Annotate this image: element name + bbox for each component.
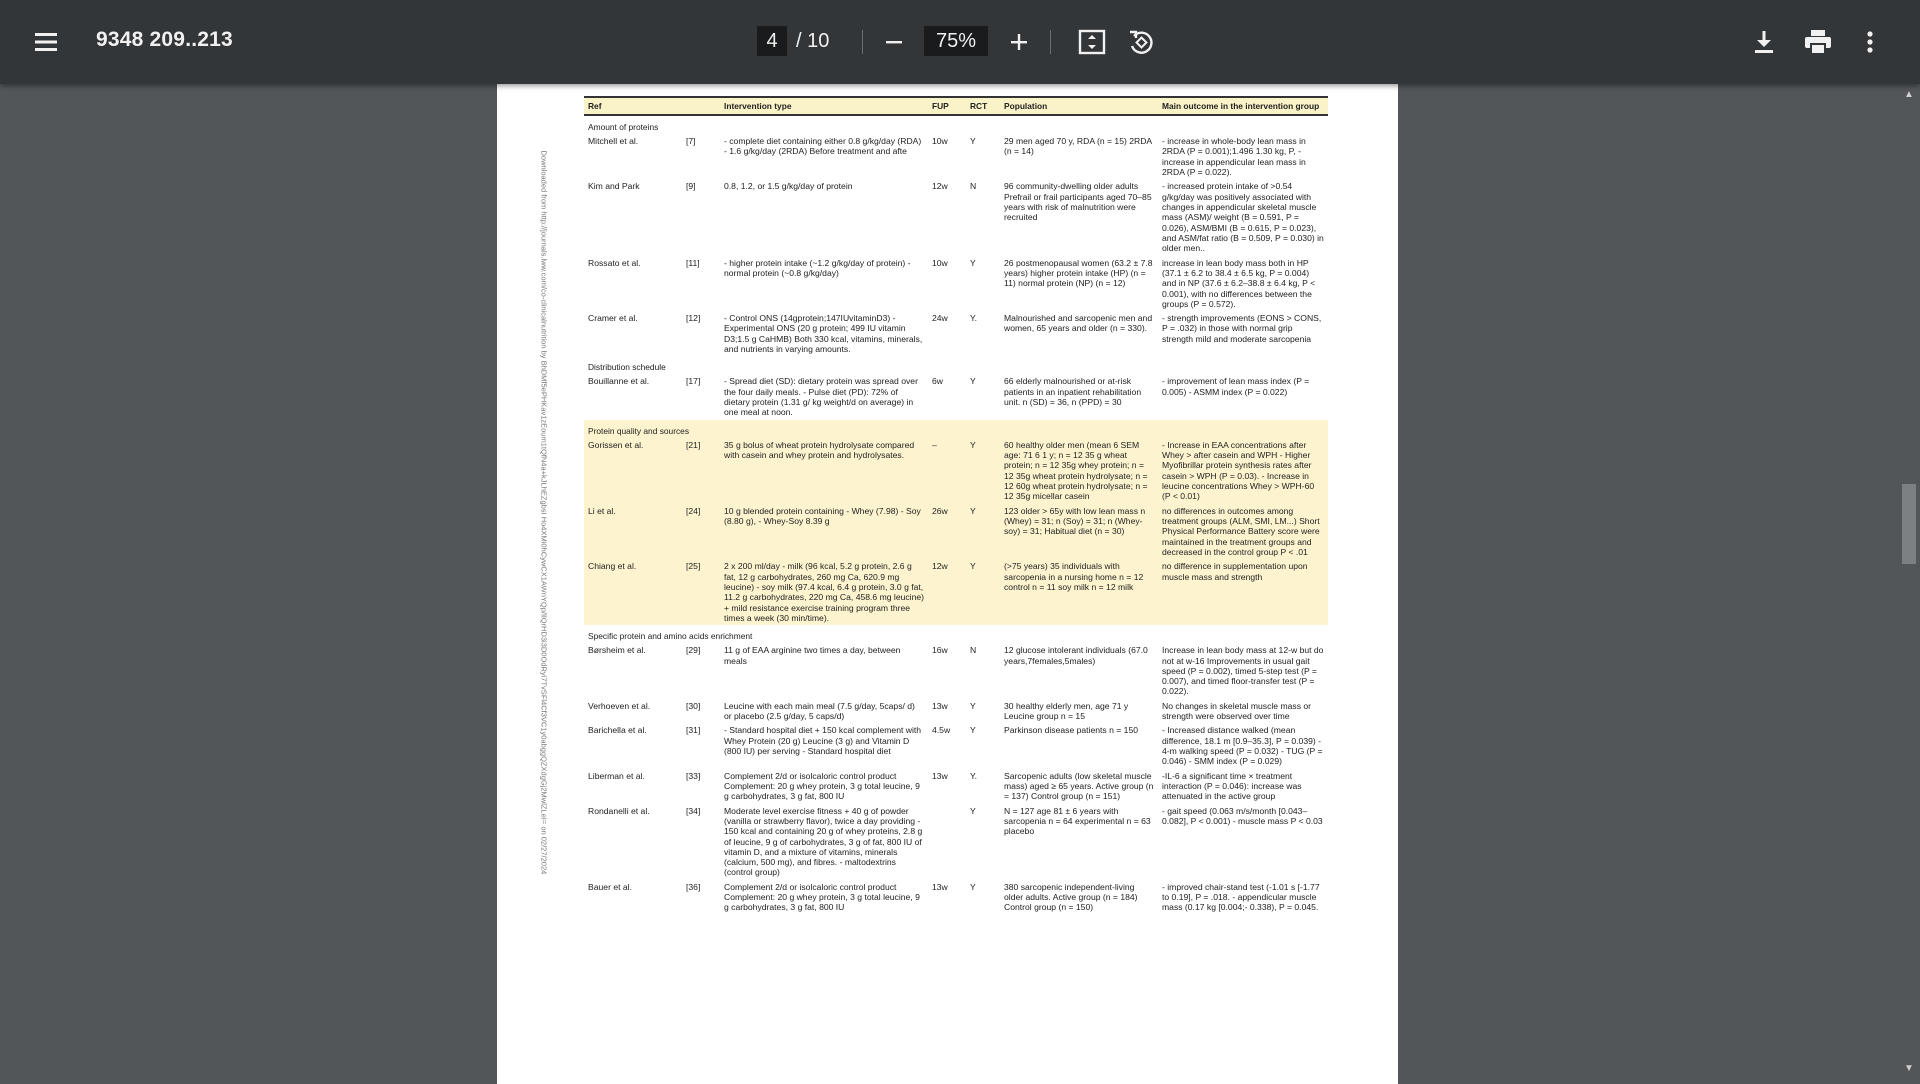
cell-ref: Bouillanne et al. xyxy=(588,376,650,387)
cell-pop: 123 older > 65y with low lean mass n (Whey) = 31; n (Soy) = 31; n (Whey-soy) = 31; Habitual diet (n = 30) xyxy=(1000,504,1158,560)
cell-num: [12] xyxy=(686,313,701,324)
zoom-in-icon[interactable] xyxy=(1005,28,1033,56)
cell-out: No changes in skeletal muscle mass or strength were observed over time xyxy=(1162,700,1312,722)
cell-num: [30] xyxy=(686,700,701,711)
cell-pop: 380 sarcopenic independent-living older adults. Active group (n = 184) Control group (n = 150) xyxy=(1004,881,1138,913)
cell-out: Increase in lean body mass at 12-w but do not at w-16 Improvements in usual gait speed (P = 0.002), timed 5-step test (P = 0.007), and timed floor-transfer test (P = 0.022). xyxy=(1162,645,1324,697)
table-row xyxy=(584,769,1328,804)
cell-int: - higher protein intake (~1.2 g/kg/day of protein) - normal protein (~0.8 g/kg/day) xyxy=(724,257,911,278)
cell-int: - Control ONS (14gprotein;147IUvitaminD3) - Experimental ONS (20 g protein; 499 IU vitamin D3;1.5 g CaHMB) Both 330 kcal, vitamins, minerals, and nutrients in varying amounts. xyxy=(724,313,923,355)
cell-rct: N xyxy=(970,645,977,656)
cell-pop: 96 community-dwelling older adults Prefrail or frail participants aged 70–85 years with risk of malnutrition were recruited xyxy=(1004,181,1152,223)
zoom-out-icon[interactable] xyxy=(880,28,908,56)
cell-rct: Y xyxy=(970,725,976,736)
cell-int: 11 g of EAA arginine two times a day, between meals xyxy=(724,645,901,666)
table-section-row xyxy=(584,625,1328,643)
cell-int: 35 g bolus of wheat protein hydrolysate compared with casein and whey protein and hydrolysates. xyxy=(720,438,928,504)
cell-rct: Y xyxy=(970,136,976,147)
fit-page-icon[interactable] xyxy=(1076,26,1108,58)
cell-fup: 13w xyxy=(932,881,948,892)
cell-out: increase in lean body mass both in HP (37.1 ± 6.2 to 38.4 ± 6.5 kg, P = 0.004) and in NP (37.6 ± 6.2–38.8 ± 6.4 kg, P < 0.001), with no differences between the groups (P = 0.572). xyxy=(1162,257,1316,309)
table-row xyxy=(584,438,1328,504)
cell-ref: Chiang et al. xyxy=(584,559,682,625)
cell-fup: 13w xyxy=(932,700,948,711)
cell-pop: Malnourished and sarcopenic men and women, 65 years and older (n = 330). xyxy=(1004,313,1153,334)
cell-out: -IL-6 a significant time × treatment interaction (P = 0.046): increase was attenuated in the active group xyxy=(1162,770,1302,802)
cell-rct: Y xyxy=(970,805,976,816)
cell-ref: Gorissen et al. xyxy=(584,438,682,504)
header-ref: Ref xyxy=(584,97,682,115)
cell-ref: Verhoeven et al. xyxy=(588,700,651,711)
document-viewer[interactable] xyxy=(0,84,1920,1080)
cell-pop: 66 elderly malnourished or at-risk patients in an inpatient rehabilitation unit. n (SD) = 36, n (PPD) = 30 xyxy=(1004,376,1142,408)
cell-ref: Barichella et al. xyxy=(588,725,647,736)
cell-fup: 24w xyxy=(932,313,948,324)
header-num xyxy=(682,97,720,115)
cell-rct: Y. xyxy=(970,313,978,324)
cell-int: 10 g blended protein containing - Whey (7.98) - Soy (8.80 g), - Whey-Soy 8.39 g xyxy=(720,504,928,560)
cell-num: [7] xyxy=(686,136,696,147)
scroll-down-icon[interactable]: ▼ xyxy=(1904,1063,1914,1074)
section-title: Specific protein and amino acids enrichment xyxy=(588,631,753,642)
table-row xyxy=(584,256,1328,312)
cell-ref: Børsheim et al. xyxy=(588,645,646,656)
download-notice: Downloaded from http://journals.lww.com/co-clinicalnutrition by BhDMf5ePHKav1zEoum1tQfN4a+kJLhEZgbsI Ho4XMi0hCywCX1AWnYQp/IlQrHD3i3D0OdRyi7TvSFl4Cf3VC1y0abggQZXdgGj2MwlZLeI= on 02/27/2024 xyxy=(539,150,549,875)
cell-out: - strength improvements (EONS > CONS, P = .032) in those with normal grip strength mild and moderate sarcopenia xyxy=(1162,313,1322,344)
cell-fup: 4.5w xyxy=(932,725,951,736)
cell-int: 2 x 200 ml/day - milk (96 kcal, 5.2 g protein, 2.6 g fat, 12 g carbohydrates, 260 mg Ca, 620.9 mg leucine) - soy milk (97.4 kcal, 6.4 g protein, 3.0 g fat, 11.2 g carbohydrates, 220 mg Ca, 458.6 mg leucine) + mild resistance exercise training program three times a week (30 min/time). xyxy=(720,559,928,625)
page-total: / 10 xyxy=(796,30,830,52)
cell-ref: Kim and Park xyxy=(588,181,640,192)
cell-fup: – xyxy=(928,438,966,504)
table-row xyxy=(584,311,1328,356)
cell-pop: (>75 years) 35 individuals with sarcopenia in a nursing home n = 12 control n = 11 soy milk n = 12 milk xyxy=(1000,559,1158,625)
cell-num: [9] xyxy=(686,181,696,192)
cell-rct: Y xyxy=(966,504,1000,560)
cell-pop: Sarcopenic adults (low skeletal muscle mass) aged ≥ 65 years. Active group (n = 137) Control group (n = 151) xyxy=(1004,770,1154,802)
section-title: Protein quality and sources xyxy=(584,420,1328,438)
table-body xyxy=(584,115,1328,915)
menu-icon[interactable] xyxy=(30,26,62,58)
cell-rct: Y xyxy=(970,376,976,387)
cell-fup xyxy=(928,804,966,880)
cell-rct: Y xyxy=(966,559,1000,625)
table-row xyxy=(584,134,1328,179)
cell-fup: 10w xyxy=(932,136,948,147)
cell-pop: 29 men aged 70 y, RDA (n = 15) 2RDA (n = 14) xyxy=(1004,136,1152,157)
data-table xyxy=(584,96,1328,915)
cell-num: [25] xyxy=(682,559,720,625)
cell-fup: 10w xyxy=(932,257,948,268)
cell-num: [34] xyxy=(686,805,701,816)
cell-pop: 60 healthy older men (mean 6 SEM age: 71 6 1 y; n = 12 35 g wheat protein; n = 12 35g whey protein; n = 12 35g wheat protein hydrolysate; n = 12 60g wheat protein hydrolysate; n = 12 35g micellar casein xyxy=(1000,438,1158,504)
header-outcome: Main outcome in the intervention group xyxy=(1158,97,1328,115)
cell-fup: 16w xyxy=(932,645,948,656)
table-row xyxy=(584,559,1328,625)
header-intervention: Intervention type xyxy=(720,97,928,115)
cell-num: [17] xyxy=(686,376,701,387)
header-fup: FUP xyxy=(928,97,966,115)
cell-ref: Li et al. xyxy=(584,504,682,560)
cell-num: [24] xyxy=(682,504,720,560)
download-icon[interactable] xyxy=(1748,26,1780,58)
zoom-input[interactable]: 75% xyxy=(924,26,988,56)
table-row xyxy=(584,699,1328,724)
cell-ref: Liberman et al. xyxy=(588,770,645,781)
print-icon[interactable] xyxy=(1801,26,1835,58)
table-row xyxy=(584,504,1328,560)
scrollbar[interactable] xyxy=(1896,84,1920,1080)
cell-pop: 30 healthy elderly men, age 71 y Leucine group n = 15 xyxy=(1004,700,1129,722)
cell-rct: Y xyxy=(970,881,976,892)
cell-ref: Cramer et al. xyxy=(588,313,638,324)
cell-ref: Mitchell et al. xyxy=(588,136,639,147)
cell-fup: 12w xyxy=(928,559,966,625)
cell-out: - increased protein intake of >0.54 g/kg/day was positively associated with changes in appendicular skeletal muscle mass (ASM)/ weight (B = 0.591, P = 0.026), ASM/BMI (B = 0.615, P = 0.023), and ASM/fat ratio (B = 0.509, P = 0.030) in older men.. xyxy=(1162,181,1324,254)
cell-pop: Parkinson disease patients n = 150 xyxy=(1004,725,1139,736)
document-title: 9348 209..213 xyxy=(96,28,233,51)
section-title: Distribution schedule xyxy=(588,362,666,373)
divider xyxy=(862,30,863,54)
cell-num: [11] xyxy=(686,257,700,268)
table-section-row xyxy=(584,356,1328,374)
cell-out: no differences in outcomes among treatment groups (ALM, SMI, LM...) Short Physical Performance Battery score were maintained in the treatment groups and decreased in the control group P < .01 xyxy=(1158,504,1328,560)
rotate-icon[interactable] xyxy=(1124,26,1156,58)
cell-ref: Rossato et al. xyxy=(588,257,641,268)
cell-num: [31] xyxy=(686,725,701,736)
cell-num: [36] xyxy=(686,881,701,892)
cell-fup: 6w xyxy=(932,376,943,387)
cell-pop: 12 glucose intolerant individuals (67.0 years,7females,5males) xyxy=(1004,645,1148,666)
page-number-input[interactable]: 4 xyxy=(757,26,787,56)
more-icon[interactable] xyxy=(1856,26,1884,58)
cell-int: - complete diet containing either 0.8 g/kg/day (RDA) - 1.6 g/kg/day (2RDA) Before treatment and afte xyxy=(724,136,922,157)
cell-int: 0.8, 1.2, or 1.5 g/kg/day of protein xyxy=(724,181,853,192)
cell-out: - improved chair-stand test (-1.01 s [-1.77 to 0.19], P = .018. - appendicular muscle mass (0.17 kg [0.004;- 0.338), P = 0.045. xyxy=(1162,881,1320,913)
cell-int: - Spread diet (SD): dietary protein was spread over the four daily meals. - Pulse diet (PD): 72% of dietary protein (1.31 g/ kg weight/d on average) in one meal at noon. xyxy=(724,376,918,418)
cell-pop: N = 127 age 81 ± 6 years with sarcopenia n = 64 experimental n = 63 placebo xyxy=(1004,805,1151,837)
table-row xyxy=(584,374,1328,419)
table-section-row xyxy=(584,420,1328,438)
table-section-row xyxy=(584,115,1328,134)
cell-int: Leucine with each main meal (7.5 g/day, 5caps/ d) or placebo (2.5 g/day, 5 caps/d) xyxy=(724,700,915,722)
cell-int: Complement 2/d or isolcaloric control product Complement: 20 g whey protein, 3 g total leucine, 9 g carbohydrates, 3 g fat, 800 IU xyxy=(724,881,920,913)
cell-out: - gait speed (0.063 m/s/month [0.043– 0.082], P < 0.001) - muscle mass P < 0.03 xyxy=(1162,805,1323,826)
cell-fup: 13w xyxy=(932,770,948,781)
cell-ref: Rondanelli et al. xyxy=(588,805,650,816)
divider xyxy=(1050,30,1051,54)
cell-out: - improvement of lean mass index (P = 0.005) - ASMM index (P = 0.022) xyxy=(1162,376,1310,397)
cell-rct: Y. xyxy=(970,770,978,781)
cell-out: - Increased distance walked (mean difference, 18.1 m [0.9–35.3], P = 0.039) - 4-m walking speed (P = 0.032) - TUG (P = 0.046) - SMM index (P = 0.029) xyxy=(1162,725,1323,767)
scroll-thumb[interactable] xyxy=(1902,484,1916,564)
cell-rct: N xyxy=(970,181,977,192)
table-row xyxy=(584,804,1328,880)
cell-int: Moderate level exercise fitness + 40 g of powder (vanilla or strawberry flavor), twice a day providing - 150 kcal and containing 20 g of whey proteins, 2.8 g of leucine, 9 g of carbohydrates, 3 g of fat, 800 IU of vitamin D, and a mixture of vitamins, minerals (calcium, 500 mg), and fibres. - maltodextrins (control group) xyxy=(724,805,923,878)
cell-int: - Standard hospital diet + 150 kcal complement with Whey Protein (20 g) Leucine (3 g) and Vitamin D (800 IU) per serving - Standard hospital diet xyxy=(724,725,922,757)
cell-pop: 26 postmenopausal women (63.2 ± 7.8 years) higher protein intake (HP) (n = 11) normal protein (NP) (n = 12) xyxy=(1004,257,1153,289)
cell-num: [33] xyxy=(686,770,701,781)
cell-ref: Bauer et al. xyxy=(588,881,632,892)
cell-num: [21] xyxy=(682,438,720,504)
cell-fup: 26w xyxy=(928,504,966,560)
table-row xyxy=(584,723,1328,768)
table-row xyxy=(584,643,1328,699)
pdf-toolbar xyxy=(0,0,1920,84)
cell-rct: Y xyxy=(966,438,1000,504)
cell-num: [29] xyxy=(686,645,701,656)
cell-out: - Increase in EAA concentrations after Whey > after casein and WPH - Higher Myofibrillar protein synthesis rates after casein > WPH (P = 0.03). - Increase in leucine concentrations Whey > WPH-60 (P < 0.01) xyxy=(1158,438,1328,504)
cell-fup: 12w xyxy=(932,181,948,192)
header-rct: RCT xyxy=(966,97,1000,115)
cell-int: Complement 2/d or isolcaloric control product Complement: 20 g whey protein, 3 g total leucine, 9 g carbohydrates, 3 g fat, 800 IU xyxy=(724,770,920,802)
section-title: Amount of proteins xyxy=(588,122,659,133)
pdf-page xyxy=(497,84,1398,1084)
cell-rct: Y xyxy=(970,700,976,711)
table-row xyxy=(584,880,1328,915)
cell-rct: Y xyxy=(970,257,976,268)
header-population: Population xyxy=(1000,97,1158,115)
table-row xyxy=(584,179,1328,255)
cell-out: - increase in whole-body lean mass in 2RDA (P = 0.001);1.496 1.30 kg, P, - increase in appendicular lean mass in 2RDA (P = 0.022). xyxy=(1162,136,1306,178)
table-header-row xyxy=(584,97,1328,115)
scroll-up-icon[interactable]: ▲ xyxy=(1904,89,1914,100)
cell-out: no difference in supplementation upon muscle mass and strength xyxy=(1158,559,1328,625)
